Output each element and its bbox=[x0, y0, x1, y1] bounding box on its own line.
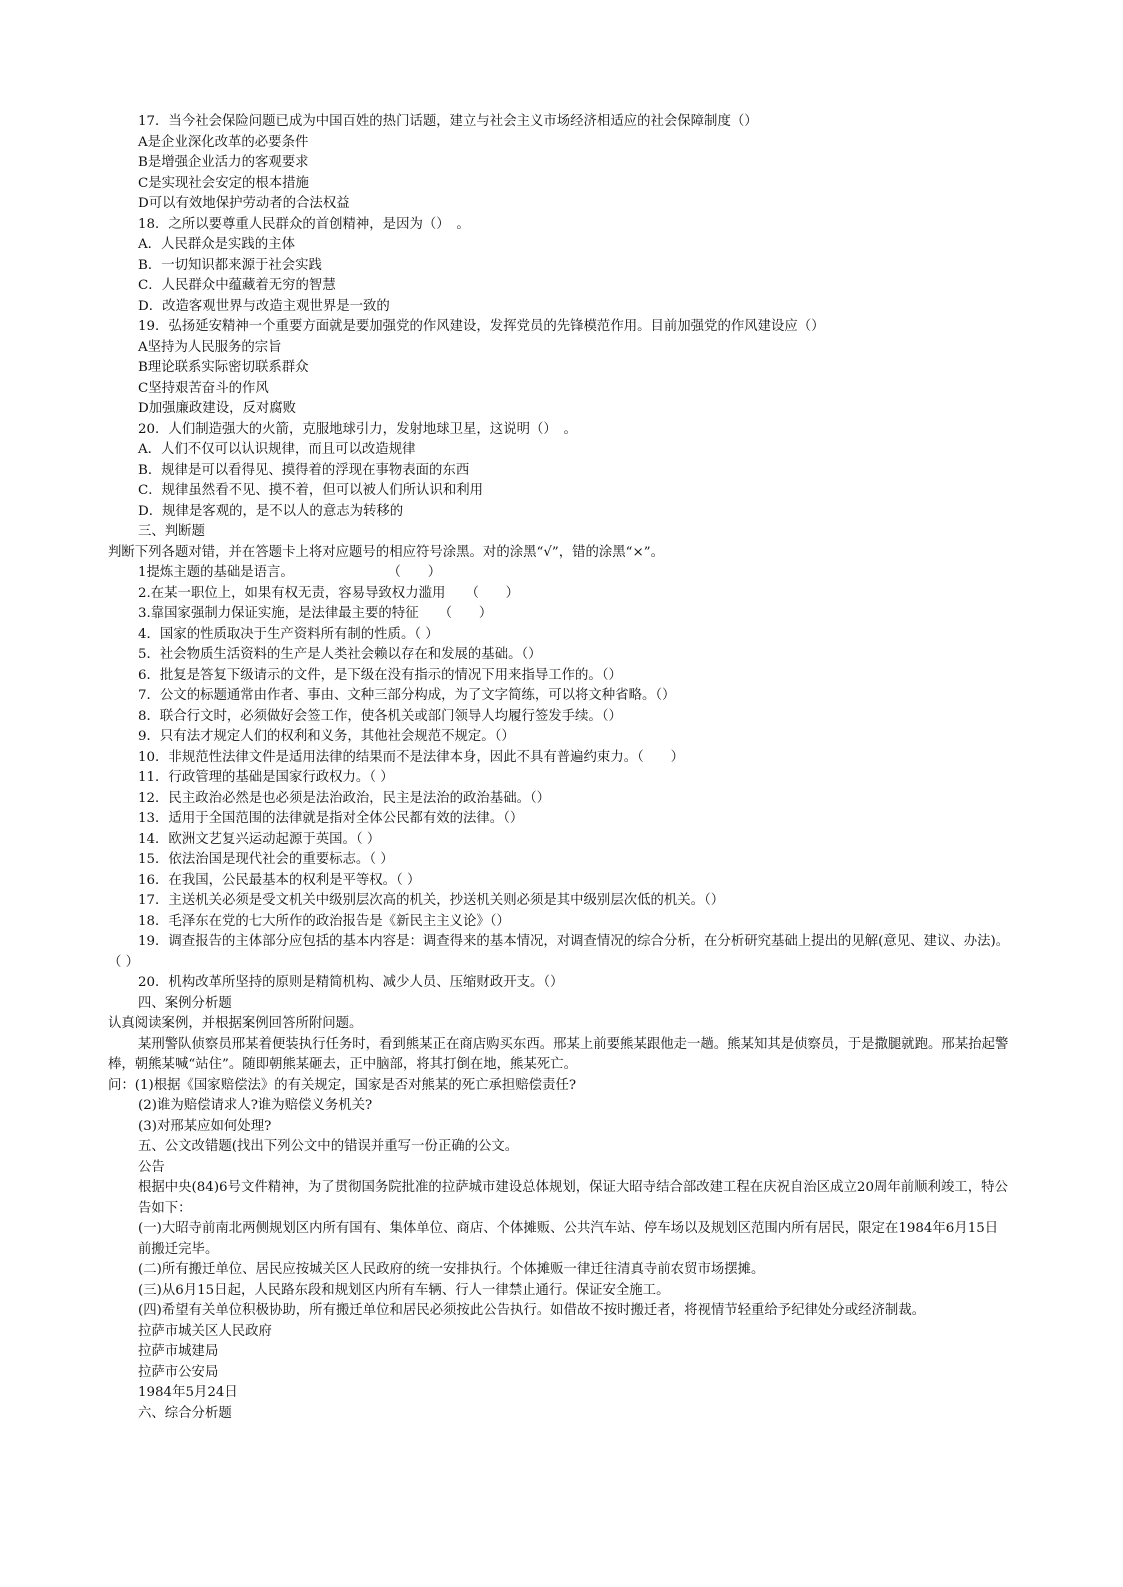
judge-item-1: 1提炼主题的基础是语言。 （ ） bbox=[138, 565, 442, 580]
q20-option-a: A．人们不仅可以认识规律，而且可以改造规律 bbox=[138, 442, 416, 457]
q20-option-b: B．规律是可以看得见、摸得着的浮现在事物表面的东西 bbox=[138, 462, 470, 478]
q20-option-d: D．规律是客观的，是不以人的意志为转移的 bbox=[138, 503, 404, 519]
judge-item-18: 18．毛泽东在党的七大所作的政治报告是《新民主主义论》（） bbox=[138, 913, 510, 929]
notice-signatory-1: 拉萨市城关区人民政府 bbox=[138, 1323, 272, 1339]
judge-item-19: 19．调查报告的主体部分应包括的基本内容是：调查得来的基本情况，对调查情况的综合分析，在分析研究基础上提出的见解(意见、建议、办法)。（ ） bbox=[108, 934, 1010, 970]
judge-item-11: 11．行政管理的基础是国家行政权力。（ ） bbox=[138, 770, 394, 785]
case-question-2: (2)谁为赔偿请求人?谁为赔偿义务机关? bbox=[138, 1098, 373, 1113]
notice-intro: 根据中央(84)6号文件精神，为了贯彻国务院批准的拉萨城市建设总体规划，保证大昭寺结合部改建工程在庆祝自治区成立20周年前顺利竣工，特公告如下： bbox=[138, 1180, 1008, 1216]
question-18-stem: 18．之所以要尊重人民群众的首创精神，是因为（） 。 bbox=[138, 216, 470, 232]
judge-item-20: 20．机构改革所坚持的原则是精简机构、减少人员、压缩财政开支。（） bbox=[138, 975, 564, 990]
question-19-stem: 19．弘扬延安精神一个重要方面就是要加强党的作风建设，发挥党员的先锋模范作用。目前加强党的作风建设应（） bbox=[138, 319, 825, 334]
q17-option-d: D可以有效地保护劳动者的合法权益 bbox=[138, 196, 350, 211]
q17-option-c: C是实现社会安定的根本措施 bbox=[138, 175, 309, 191]
judge-item-16: 16．在我国，公民最基本的权利是平等权。（ ） bbox=[138, 872, 421, 888]
question-17-stem: 17．当今社会保险问题已成为中国百姓的热门话题，建立与社会主义市场经济相适应的社会保障制度（） bbox=[138, 114, 758, 129]
q19-option-d: D加强廉政建设，反对腐败 bbox=[138, 401, 297, 416]
judge-item-3: 3.靠国家强制力保证实施，是法律最主要的特征 （ ） bbox=[138, 606, 493, 621]
judge-item-13: 13．适用于全国范围的法律就是指对全体公民都有效的法律。（） bbox=[138, 811, 524, 826]
section-heading-correction: 五、公文改错题(找出下列公文中的错误并重写一份正确的公文。 bbox=[138, 1139, 519, 1154]
notice-paragraph-4: (四)希望有关单位积极协助，所有搬迁单位和居民必须按此公告执行。如借故不按时搬迁者，将视情节轻重给予纪律处分或经济制裁。 bbox=[138, 1303, 926, 1318]
case-body: 某刑警队侦察员邢某着便装执行任务时，看到熊某正在商店购买东西。邢某上前要熊某跟他走一趟。熊某知其是侦察员，于是撒腿就跑。邢某抬起警棒，朝熊某喊“站住”。随即朝熊某砸去，正中脑部，将其打倒在地，熊某死亡。 bbox=[108, 1036, 1009, 1072]
notice-date: 1984年5月24日 bbox=[138, 1385, 238, 1400]
q18-option-b: B．一切知识都来源于社会实践 bbox=[138, 257, 322, 273]
notice-paragraph-3: (三)从6月15日起，人民路东段和规划区内所有车辆、行人一律禁止通行。保证安全施工。 bbox=[138, 1282, 670, 1298]
q18-option-c: C．人民群众中蕴藏着无穷的智慧 bbox=[138, 278, 336, 293]
notice-signatory-3: 拉萨市公安局 bbox=[138, 1364, 219, 1380]
judge-item-2: 2.在某一职位上，如果有权无责，容易导致权力滥用 （ ） bbox=[138, 585, 520, 601]
q19-option-a: A坚持为人民服务的宗旨 bbox=[138, 339, 282, 355]
judge-item-14: 14．欧洲文艺复兴运动起源于英国。（ ） bbox=[138, 831, 381, 847]
section-heading-comprehensive: 六、综合分析题 bbox=[138, 1405, 232, 1421]
q17-option-a: A是企业深化改革的必要条件 bbox=[138, 134, 309, 150]
judge-instruction: 判断下列各题对错，并在答题卡上将对应题号的相应符号涂黑。对的涂黑“√”，错的涂黑“×”。 bbox=[108, 544, 664, 560]
q18-option-d: D．改造客观世界与改造主观世界是一致的 bbox=[138, 298, 390, 314]
judge-item-17: 17．主送机关必须是受文机关中级别层次高的机关，抄送机关则必须是其中级别层次低的机关。（） bbox=[138, 893, 725, 908]
judge-item-8: 8．联合行文时，必须做好会签工作，使各机关或部门领导人均履行签发手续。（） bbox=[138, 708, 622, 724]
judge-item-7: 7．公文的标题通常由作者、事由、文种三部分构成，为了文字简练，可以将文种省略。（） bbox=[138, 688, 676, 703]
judge-item-15: 15．依法治国是现代社会的重要标志。（ ） bbox=[138, 852, 394, 867]
notice-paragraph-1: (一)大昭寺前南北两侧规划区内所有国有、集体单位、商店、个体摊贩、公共汽车站、停车场以及规划区范围内所有居民，限定在1984年6月15日前搬迁完毕。 bbox=[138, 1221, 999, 1257]
notice-signatory-2: 拉萨市城建局 bbox=[138, 1344, 219, 1359]
q18-option-a: A．人民群众是实践的主体 bbox=[138, 237, 295, 252]
judge-item-6: 6．批复是答复下级请示的文件，是下级在没有指示的情况下用来指导工作的。（） bbox=[138, 667, 622, 683]
case-question-1: 问：(1)根据《国家赔偿法》的有关规定，国家是否对熊某的死亡承担赔偿责任? bbox=[108, 1077, 577, 1093]
section-heading-judge: 三、判断题 bbox=[138, 524, 205, 539]
judge-item-10: 10．非规范性法律文件是适用法律的结果而不是法律本身，因此不具有普遍约束力。（ ） bbox=[138, 749, 684, 765]
q19-option-b: B理论联系实际密切联系群众 bbox=[138, 360, 309, 375]
judge-item-9: 9．只有法才规定人们的权利和义务，其他社会规范不规定。（） bbox=[138, 729, 515, 744]
document-page bbox=[108, 112, 1010, 1424]
judge-item-5: 5．社会物质生活资料的生产是人类社会赖以存在和发展的基础。（） bbox=[138, 647, 542, 662]
judge-item-12: 12．民主政治必然是也必须是法治政治，民主是法治的政治基础。（） bbox=[138, 790, 551, 806]
q19-option-c: C坚持艰苦奋斗的作风 bbox=[138, 380, 269, 396]
question-20-stem: 20．人们制造强大的火箭，克服地球引力，发射地球卫星，这说明（） 。 bbox=[138, 421, 577, 437]
notice-paragraph-2: (二)所有搬迁单位、居民应按城关区人民政府的统一安排执行。个体摊贩一律迁往清真寺前农贸市场摆摊。 bbox=[138, 1262, 765, 1277]
case-question-3: (3)对邢某应如何处理? bbox=[138, 1118, 272, 1134]
judge-item-4: 4．国家的性质取决于生产资料所有制的性质。（ ） bbox=[138, 626, 439, 642]
q20-option-c: C．规律虽然看不见、摸不着，但可以被人们所认识和利用 bbox=[138, 483, 484, 498]
notice-title: 公告 bbox=[138, 1159, 165, 1175]
q17-option-b: B是增强企业活力的客观要求 bbox=[138, 155, 309, 170]
section-heading-case: 四、案例分析题 bbox=[138, 995, 232, 1011]
case-instruction: 认真阅读案例，并根据案例回答所附问题。 bbox=[108, 1016, 363, 1031]
